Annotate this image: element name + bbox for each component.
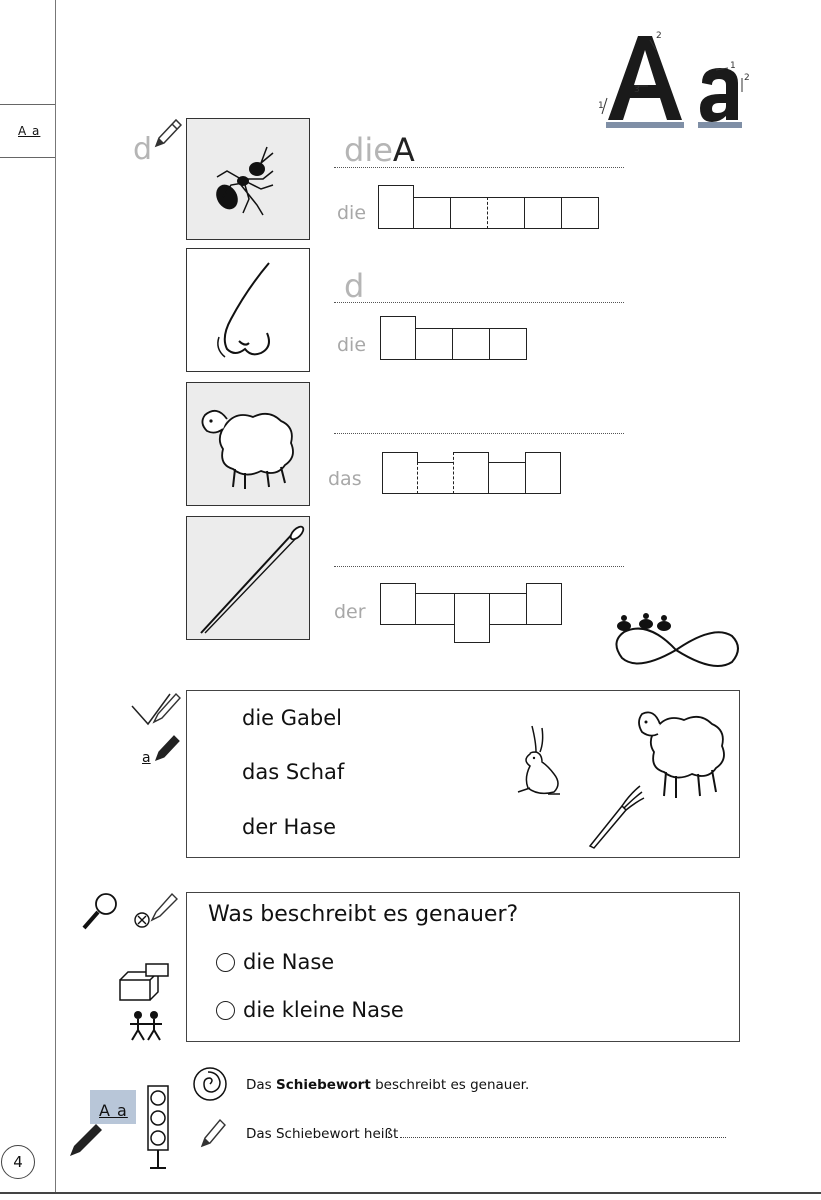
stroke-number: 1 <box>598 101 604 111</box>
sheep-icon[interactable] <box>636 700 726 804</box>
letter-box[interactable] <box>415 593 455 625</box>
word-3[interactable]: der Hase <box>242 815 337 839</box>
letter-box[interactable] <box>453 452 489 494</box>
nose-icon <box>187 249 309 371</box>
letter-box[interactable] <box>526 583 562 625</box>
question-title: Was beschreibt es genauer? <box>208 902 519 927</box>
picture-ant <box>186 118 310 240</box>
pencil-icon <box>198 1114 226 1150</box>
ladybug-icon <box>617 613 671 631</box>
stroke-number: 1 <box>730 61 736 71</box>
line-2-text: d <box>344 267 365 305</box>
fork-icon[interactable] <box>586 780 646 850</box>
letter-box[interactable] <box>525 452 561 494</box>
pencil-icon <box>152 116 182 150</box>
bottom-rule <box>0 1192 821 1194</box>
radio-button[interactable] <box>216 953 235 972</box>
article-4: der <box>334 601 366 623</box>
sliding-blocks-icon <box>116 960 174 1004</box>
footer-tab-label: A a <box>99 1101 128 1120</box>
picture-nail <box>186 516 310 640</box>
nail-icon <box>187 517 309 639</box>
option-label: die Nase <box>243 950 335 974</box>
fill-in-text: Das Schiebewort heißt <box>246 1126 726 1142</box>
side-tab-label: A a <box>18 124 41 138</box>
writing-line-1[interactable] <box>334 167 624 168</box>
letter-box[interactable] <box>413 197 451 229</box>
article-2: die <box>337 334 367 356</box>
letter-box[interactable] <box>487 197 525 229</box>
word-2[interactable]: das Schaf <box>242 760 345 784</box>
letter-box[interactable] <box>524 197 562 229</box>
letter-box[interactable] <box>454 593 490 643</box>
letter-box[interactable] <box>382 452 418 494</box>
magnifier-icon <box>80 890 120 932</box>
article-3: das <box>328 468 362 490</box>
marker-pencil-icon <box>152 732 182 764</box>
check-pencil-icon <box>130 690 182 730</box>
traffic-light-icon <box>144 1084 172 1174</box>
writing-line-4[interactable] <box>334 566 624 567</box>
page-number: 4 <box>1 1145 35 1179</box>
writing-line-3[interactable] <box>334 433 624 434</box>
letter-box[interactable] <box>489 593 527 625</box>
line-1-text: dieA <box>344 131 415 169</box>
letter-box[interactable] <box>380 316 416 360</box>
stroke-number: 3 <box>634 85 640 95</box>
stroke-number: 2 <box>656 31 662 41</box>
letter-stroke-guide <box>590 28 760 133</box>
article-1: die <box>337 202 367 224</box>
sheep-icon <box>187 383 309 505</box>
margin-line <box>55 0 56 1192</box>
stroke-number: 2 <box>744 73 750 83</box>
option-2[interactable] <box>216 998 404 1022</box>
picture-nose <box>186 248 310 372</box>
letter-box[interactable] <box>489 328 527 360</box>
rule-text: Das Schiebewort beschreibt es genauer. <box>246 1077 530 1093</box>
pencil-letter: d <box>133 132 153 167</box>
picture-sheep <box>186 382 310 506</box>
word-1[interactable]: die Gabel <box>242 706 342 730</box>
fill-in-line[interactable] <box>400 1137 726 1138</box>
infinity-icon <box>608 610 746 678</box>
partner-icon <box>128 1010 164 1042</box>
spiral-icon <box>192 1066 228 1102</box>
marker-letter: a <box>142 750 151 766</box>
letter-box[interactable] <box>378 185 414 229</box>
radio-button[interactable] <box>216 1001 235 1020</box>
big-uppercase-a <box>606 36 684 128</box>
big-lowercase-a <box>698 68 742 128</box>
letter-box[interactable] <box>452 328 490 360</box>
letter-box[interactable] <box>561 197 599 229</box>
cross-pencil-icon <box>132 890 182 930</box>
letter-box[interactable] <box>488 462 526 494</box>
letter-box[interactable] <box>380 583 416 625</box>
option-1[interactable] <box>216 950 334 974</box>
letter-box[interactable] <box>415 328 453 360</box>
letter-box[interactable] <box>450 197 488 229</box>
letter-box[interactable] <box>417 462 454 494</box>
ant-icon <box>187 119 309 239</box>
marker-pen-icon <box>66 1120 106 1160</box>
rabbit-icon[interactable] <box>508 722 568 798</box>
option-label: die kleine Nase <box>243 998 404 1022</box>
writing-line-2[interactable] <box>334 302 624 303</box>
